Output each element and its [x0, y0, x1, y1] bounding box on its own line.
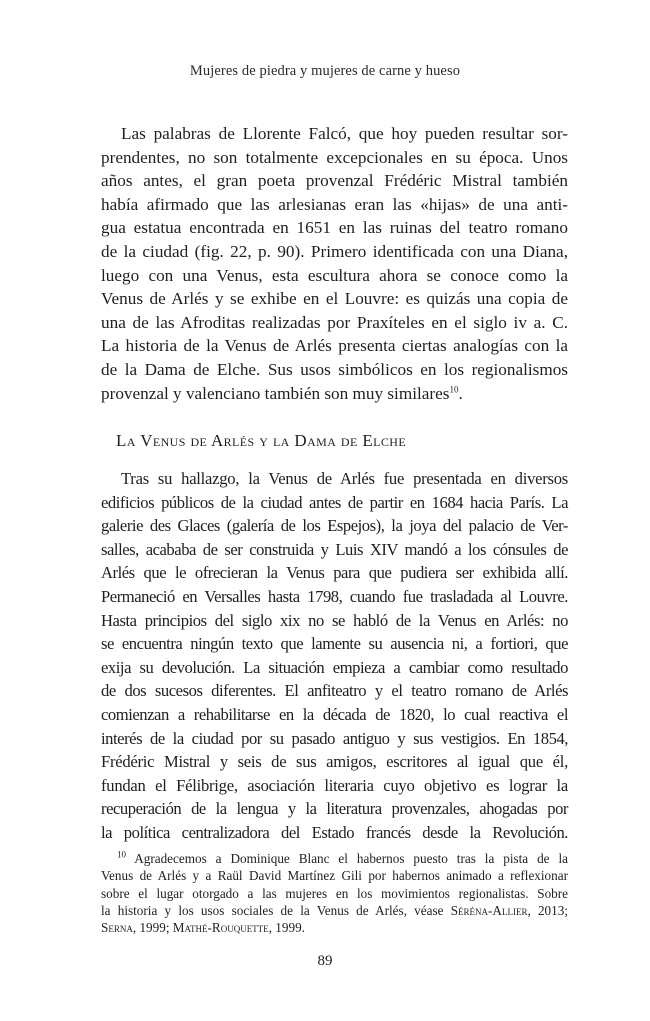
text-line: La historia de la Venus de Arlés presenta ciertas analogías con la	[101, 336, 568, 356]
text-line: galerie des Glaces (galería de los Espejos), la joya del palacio de Ver-	[101, 516, 568, 536]
page-number: 89	[317, 953, 333, 969]
text-line: una de las Afroditas realizadas por Praxíteles en el siglo iv a. C.	[101, 312, 568, 332]
footnote-text: , 1999;	[132, 920, 173, 936]
footnote-text: , 1999.	[268, 920, 305, 936]
text-line: de la ciudad (fig. 22, p. 90). Primero identificada con una Diana,	[101, 241, 568, 261]
text-line: Venus de Arlés y se exhibe en el Louvre: es quizás una copia de	[101, 289, 568, 309]
text-line: Las palabras de Llorente Falcó, que hoy pueden resultar sor-	[121, 124, 568, 143]
text-line: prendentes, no son totalmente excepcionales en su época. Unos	[101, 147, 568, 167]
text-line: se encuentra ningún texto que lamente su ausencia ni, a fortiori, que	[101, 634, 568, 654]
text-line: la política centralizadora del Estado francés desde la Revolución.	[101, 822, 568, 842]
citation-author: Serna	[101, 920, 133, 936]
text-line: años antes, el gran poeta provenzal Frédéric Mistral también	[101, 171, 568, 191]
text-line: había afirmado que las arlesianas eran las «hijas» de una anti-	[101, 194, 568, 214]
text-line: de la Dama de Elche. Sus usos simbólicos en los regionalismos	[101, 359, 568, 379]
text-line: Frédéric Mistral y seis de sus amigos, escritores al igual que él,	[101, 752, 568, 772]
text-line: Hasta principios del siglo xix no se habló de la Venus en Arlés: no	[101, 610, 568, 630]
text-line: salles, acababa de ser construida y Luis XIV mandó a los cónsules de	[101, 539, 568, 559]
text-line: luego con una Venus, esta escultura ahora se conoce como la	[101, 265, 568, 285]
footnote-line	[101, 919, 568, 936]
text-line: Permaneció en Versalles hasta 1798, cuando fue trasladada al Louvre.	[101, 586, 568, 606]
text-line: Tras su hallazgo, la Venus de Arlés fue presentada en diversos	[121, 469, 568, 488]
text-line: fundan el Félibrige, asociación literaria cuyo objetivo es lograr la	[101, 775, 568, 795]
footnote-text: la historia y los usos sociales de la Venus de Arlés, véase	[101, 902, 451, 918]
text-line: comienzan a rehabilitarse en la década de 1820, lo cual reactiva el	[101, 704, 568, 724]
paragraph-1	[101, 122, 568, 405]
footnote-line	[101, 850, 568, 867]
text-line: de dos sucesos diferentes. El anfiteatro y el teatro romano de Arlés	[101, 681, 568, 701]
citation-author: Mathé-Rouquette	[172, 920, 269, 936]
text-line: recuperación de la lengua y la literatura provenzales, ahogadas por	[101, 799, 568, 819]
footnote-line: Venus de Arlés y a Raül David Martínez Gili por habernos animado a reflexionar	[101, 868, 568, 884]
text-line: gua estatua encontrada en 1651 en las ruinas del teatro romano	[101, 218, 568, 238]
footnote-reference[interactable]: 10	[449, 383, 459, 394]
footnote	[101, 850, 568, 936]
footnote-text: , 2013;	[527, 902, 569, 918]
sentence-period: .	[458, 383, 463, 403]
text-line: edificios públicos de la ciudad antes de partir en 1684 hacia París. La	[101, 492, 568, 512]
text-line: provenzal y valenciano también son muy similares	[101, 383, 450, 403]
text-line: interés de la ciudad por su pasado antiguo y sus vestigios. En 1854,	[101, 728, 568, 748]
paragraph-2	[101, 467, 568, 845]
footnote-line: sobre el lugar otorgado a las mujeres en los movimientos regionalistas. Sobre	[101, 885, 568, 901]
citation-author: Séréna-Allier	[450, 902, 528, 918]
text-line-with-footnote	[101, 382, 568, 406]
running-head: Mujeres de piedra y mujeres de carne y hueso	[189, 63, 461, 79]
text-line: Arlés que le ofrecieran la Venus para que pudiera ser exhibida allí.	[101, 563, 568, 583]
section-heading: La Venus de Arlés y la Dama de Elche	[116, 431, 407, 450]
text-line: exija su devolución. La situación empieza a cambiar como resultado	[101, 657, 568, 677]
footnote-text: Agradecemos a Dominique Blanc el habernos puesto tras la pista de la	[134, 851, 568, 866]
footnote-number: 10	[117, 849, 126, 860]
footnote-line	[101, 902, 568, 919]
